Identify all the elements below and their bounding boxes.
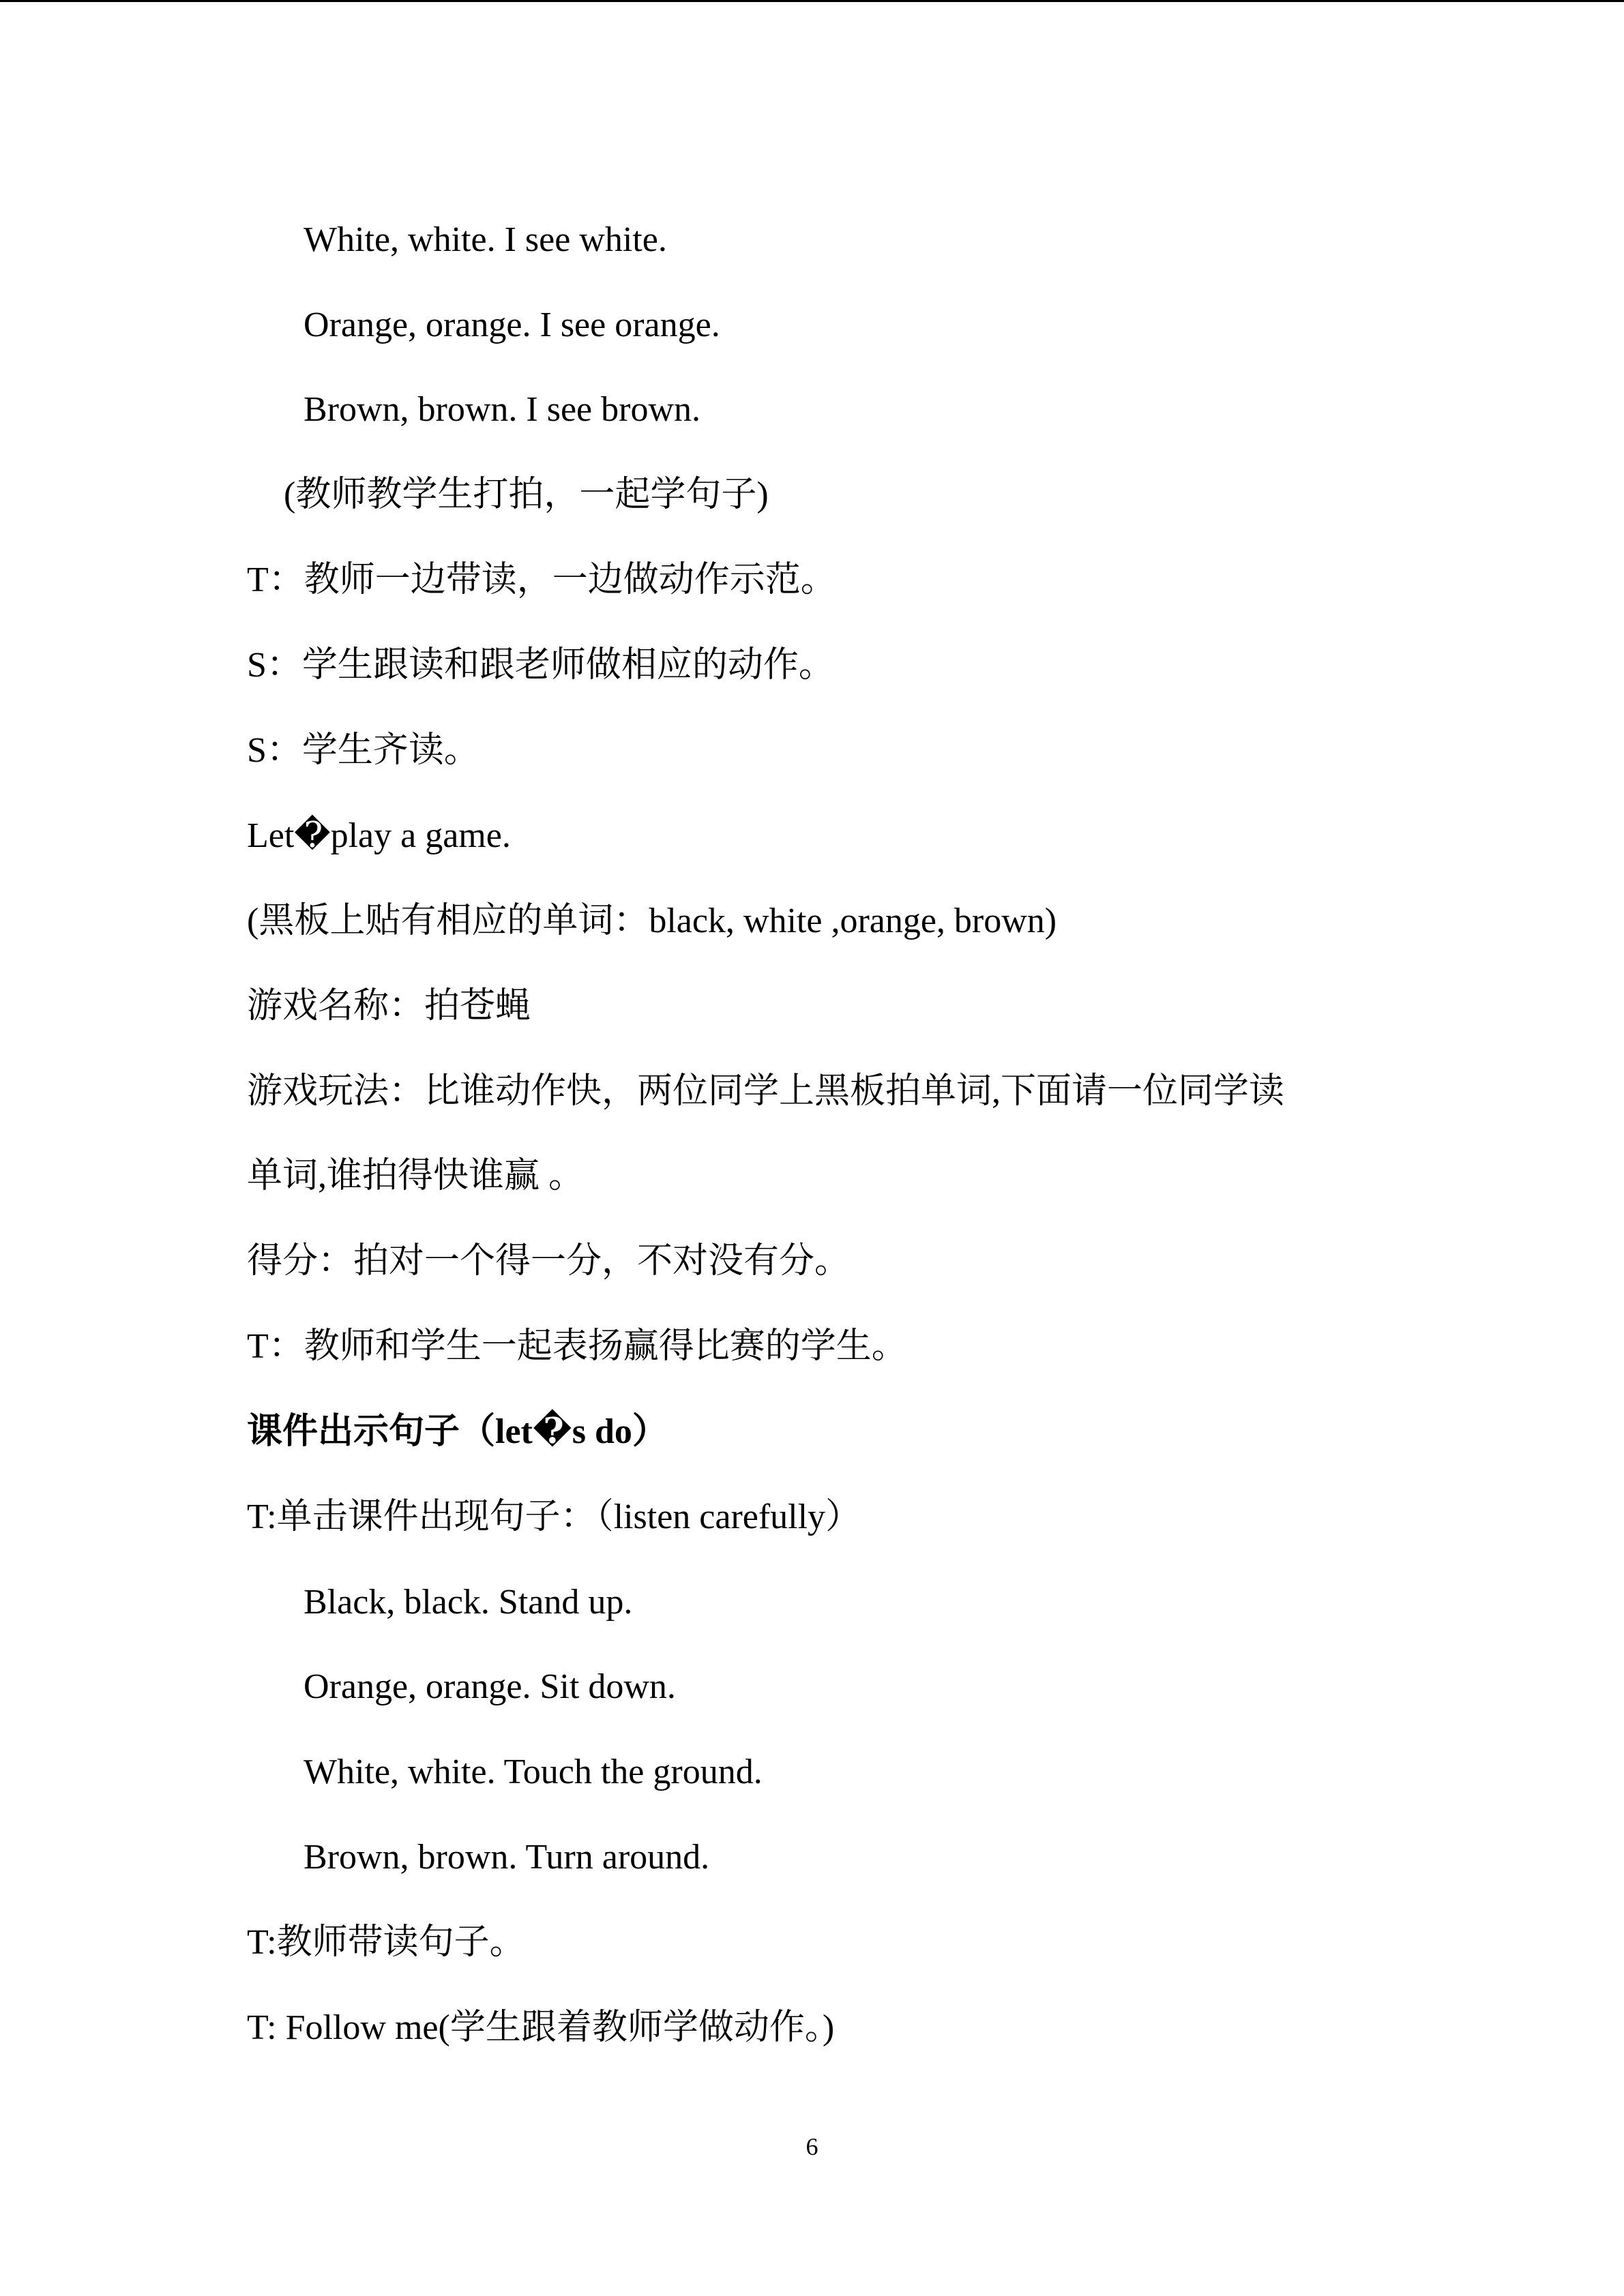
text-line: (教师教学生打拍，一起学句子) — [284, 475, 769, 514]
text-line: S：学生跟读和跟老师做相应的动作。 — [247, 646, 834, 685]
text-line: 游戏玩法：比谁动作快，两位同学上黑板拍单词,下面请一位同学读 — [247, 1072, 1285, 1111]
text-line: 得分：拍对一个得一分，不对没有分。 — [247, 1242, 851, 1281]
text-line: Orange, orange. Sit down. — [304, 1667, 676, 1706]
text-line: Brown, brown. I see brown. — [304, 390, 701, 429]
section-heading: 课件出示句子（let�s do） — [247, 1412, 668, 1451]
text-line: T:单击课件出现句子：（listen carefully） — [247, 1497, 861, 1536]
text-line: (黑板上贴有相应的单词：black, white ,orange, brown) — [247, 901, 1057, 940]
text-line: Black, black. Stand up. — [304, 1583, 633, 1622]
page-number: 6 — [806, 2133, 818, 2160]
text-line: 游戏名称：拍苍蝇 — [247, 987, 531, 1026]
text-line: 单词,谁拍得快谁赢 。 — [247, 1157, 585, 1195]
text-line: S：学生齐读。 — [247, 731, 479, 770]
text-line: T：教师和学生一起表扬赢得比赛的学生。 — [247, 1327, 907, 1366]
text-line: T: Follow me(学生跟着教师学做动作。) — [247, 2008, 835, 2047]
page-top-border — [0, 0, 1624, 2]
text-line: T：教师一边带读，一边做动作示范。 — [247, 561, 836, 599]
text-line: Brown, brown. Turn around. — [304, 1838, 710, 1877]
text-line: White, white. Touch the ground. — [304, 1753, 763, 1791]
text-line: White, white. I see white. — [304, 220, 667, 259]
text-line: Orange, orange. I see orange. — [304, 305, 720, 344]
text-line: Let�play a game. — [247, 816, 511, 855]
text-line: T:教师带读句子。 — [247, 1923, 525, 1962]
